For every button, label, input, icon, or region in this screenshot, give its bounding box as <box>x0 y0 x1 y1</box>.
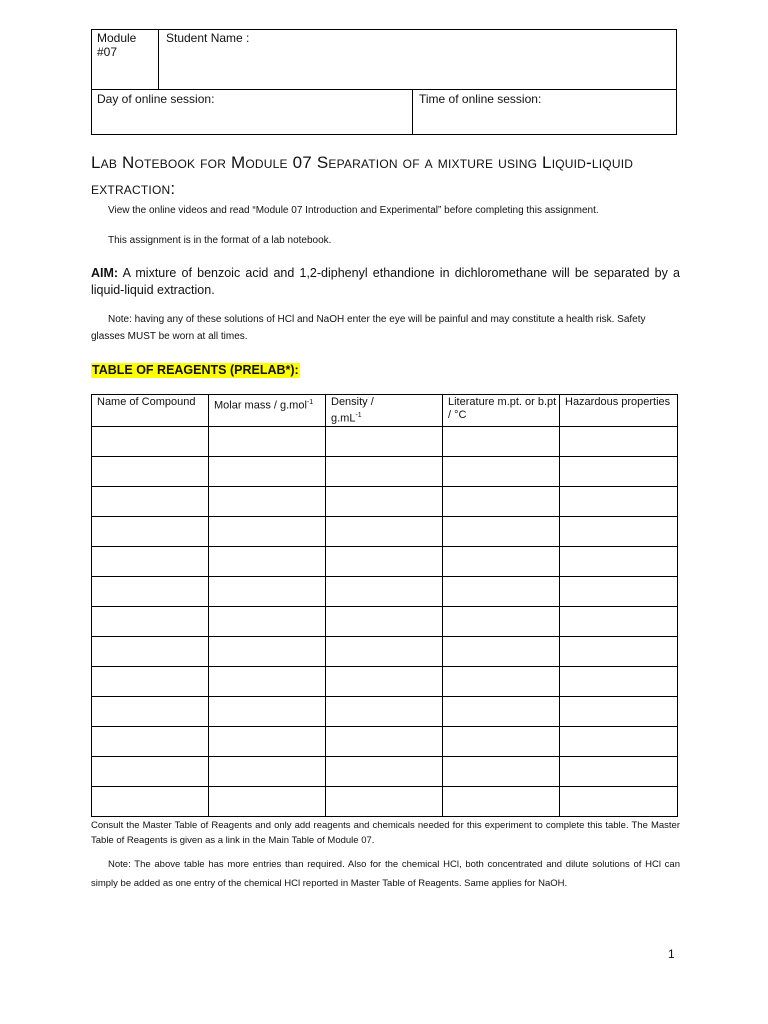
table-cell[interactable] <box>443 516 560 546</box>
table-cell[interactable] <box>443 696 560 726</box>
table-cell[interactable] <box>92 786 209 816</box>
col-header-density-unit: g.mL <box>331 412 356 425</box>
table-cell[interactable] <box>560 456 678 486</box>
table-cell[interactable] <box>560 546 678 576</box>
table-cell[interactable] <box>326 516 443 546</box>
module-cell <box>92 30 159 89</box>
table-cell[interactable] <box>209 426 326 456</box>
day-of-session-cell[interactable] <box>92 89 413 134</box>
table-row <box>92 696 678 726</box>
table-cell[interactable] <box>326 726 443 756</box>
table-cell[interactable] <box>209 456 326 486</box>
table-cell[interactable] <box>209 516 326 546</box>
table-cell[interactable] <box>326 666 443 696</box>
table-cell[interactable] <box>92 696 209 726</box>
table-cell[interactable] <box>560 486 678 516</box>
module-number: #07 <box>97 45 118 59</box>
table-cell[interactable] <box>560 756 678 786</box>
table-cell[interactable] <box>560 606 678 636</box>
col-header-molar-mass <box>209 395 326 427</box>
table-row <box>92 756 678 786</box>
table-row <box>92 606 678 636</box>
safety-note: Note: having any of these solutions of HCl and NaOH enter the eye will be painful and may constitute a health risk. Safety glasses MUST be worn at all times. <box>91 314 646 342</box>
time-of-session-label: Time of online session: <box>419 92 542 106</box>
table-cell[interactable] <box>209 606 326 636</box>
table-cell[interactable] <box>443 456 560 486</box>
table-cell[interactable] <box>326 546 443 576</box>
table-cell[interactable] <box>443 576 560 606</box>
instruction-view-videos: View the online videos and read “Module 07 Introduction and Experimental” before completing this assignment. <box>108 205 599 216</box>
table-cell[interactable] <box>209 636 326 666</box>
table-cell[interactable] <box>326 456 443 486</box>
table-cell[interactable] <box>92 546 209 576</box>
table-row <box>92 786 678 816</box>
table-row <box>92 426 678 456</box>
table-cell[interactable] <box>92 516 209 546</box>
table-row <box>92 546 678 576</box>
table-cell[interactable] <box>326 486 443 516</box>
table-row <box>92 456 678 486</box>
table-cell[interactable] <box>92 726 209 756</box>
table-cell[interactable] <box>560 576 678 606</box>
table-cell[interactable] <box>209 696 326 726</box>
table-row <box>92 636 678 666</box>
table-cell[interactable] <box>92 456 209 486</box>
table-cell[interactable] <box>560 726 678 756</box>
page-number: 1 <box>668 947 675 961</box>
consult-master-table-text: Consult the Master Table of Reagents and only add reagents and chemicals needed for this experiment to complete this table. The Master Table of Reagents is given as a link in the Main Table of Module 07. <box>91 820 680 846</box>
col-header-molar-mass-sup: -1 <box>306 399 314 406</box>
instruction-format: This assignment is in the format of a lab notebook. <box>108 235 332 246</box>
table-row <box>92 576 678 606</box>
aim-paragraph <box>91 265 680 299</box>
table-cell[interactable] <box>560 636 678 666</box>
table-cell[interactable] <box>443 606 560 636</box>
table-cell[interactable] <box>92 756 209 786</box>
student-name-cell[interactable] <box>159 30 676 90</box>
col-header-name <box>92 395 209 427</box>
table-cell[interactable] <box>209 486 326 516</box>
aim-label: AIM: <box>91 266 119 280</box>
table-cell[interactable] <box>326 786 443 816</box>
table-cell[interactable] <box>443 726 560 756</box>
table-cell[interactable] <box>92 576 209 606</box>
col-header-literature-text: Literature m.pt. or b.pt / °C <box>448 396 557 421</box>
table-cell[interactable] <box>209 756 326 786</box>
col-header-molar-mass-text: Molar mass / g.mol <box>214 399 307 412</box>
table-cell[interactable] <box>560 786 678 816</box>
table-cell[interactable] <box>560 696 678 726</box>
table-cell[interactable] <box>560 666 678 696</box>
table-cell[interactable] <box>326 576 443 606</box>
table-cell[interactable] <box>443 426 560 456</box>
table-cell[interactable] <box>326 636 443 666</box>
table-row <box>92 666 678 696</box>
table-cell[interactable] <box>443 786 560 816</box>
reagents-table-heading: TABLE OF REAGENTS (PRELAB*): <box>92 363 299 377</box>
col-header-hazardous <box>560 395 678 427</box>
col-header-name-text: Name of Compound <box>97 396 196 408</box>
table-cell[interactable] <box>560 516 678 546</box>
table-cell[interactable] <box>443 546 560 576</box>
time-of-session-cell[interactable] <box>413 89 676 134</box>
table-cell[interactable] <box>560 426 678 456</box>
table-cell[interactable] <box>326 606 443 636</box>
col-header-literature <box>443 395 560 427</box>
table-cell[interactable] <box>92 606 209 636</box>
module-label: Module <box>97 31 137 45</box>
table-cell[interactable] <box>209 546 326 576</box>
reagents-table-body <box>92 426 678 816</box>
col-header-density-text: Density / <box>331 396 374 408</box>
table-cell[interactable] <box>443 666 560 696</box>
page-title: Lab Notebook for Module 07 Separation of a mixture using Liquid-liquid extraction: <box>91 153 634 198</box>
student-name-label: Student Name : <box>166 31 250 45</box>
table-row <box>92 516 678 546</box>
table-cell[interactable] <box>92 666 209 696</box>
aim-text: A mixture of benzoic acid and 1,2-diphenyl ethandione in dichloromethane will be separated by a liquid-liquid extraction. <box>91 266 680 297</box>
table-row <box>92 726 678 756</box>
table-cell[interactable] <box>209 576 326 606</box>
table-cell[interactable] <box>209 666 326 696</box>
table-entries-note: Note: The above table has more entries than required. Also for the chemical HCl, both concentrated and dilute solutions of HCl can simply be added as one entry of the chemical HCl reported in Master Table of Reagents. Same applies for NaOH. <box>91 859 680 889</box>
table-cell[interactable] <box>326 696 443 726</box>
table-cell[interactable] <box>443 486 560 516</box>
reagents-table-header-row <box>92 395 678 427</box>
table-cell[interactable] <box>92 426 209 456</box>
table-cell[interactable] <box>443 636 560 666</box>
table-cell[interactable] <box>326 756 443 786</box>
student-info-header <box>91 29 677 135</box>
table-cell[interactable] <box>209 726 326 756</box>
col-header-density <box>326 395 443 427</box>
table-row <box>92 486 678 516</box>
col-header-hazardous-text: Hazardous properties <box>565 396 671 408</box>
table-cell[interactable] <box>443 756 560 786</box>
table-cell[interactable] <box>92 636 209 666</box>
table-cell[interactable] <box>326 426 443 456</box>
col-header-density-sup: -1 <box>355 412 362 419</box>
table-cell[interactable] <box>92 486 209 516</box>
day-of-session-label: Day of online session: <box>97 92 215 106</box>
table-cell[interactable] <box>209 786 326 816</box>
reagents-table <box>91 394 678 817</box>
